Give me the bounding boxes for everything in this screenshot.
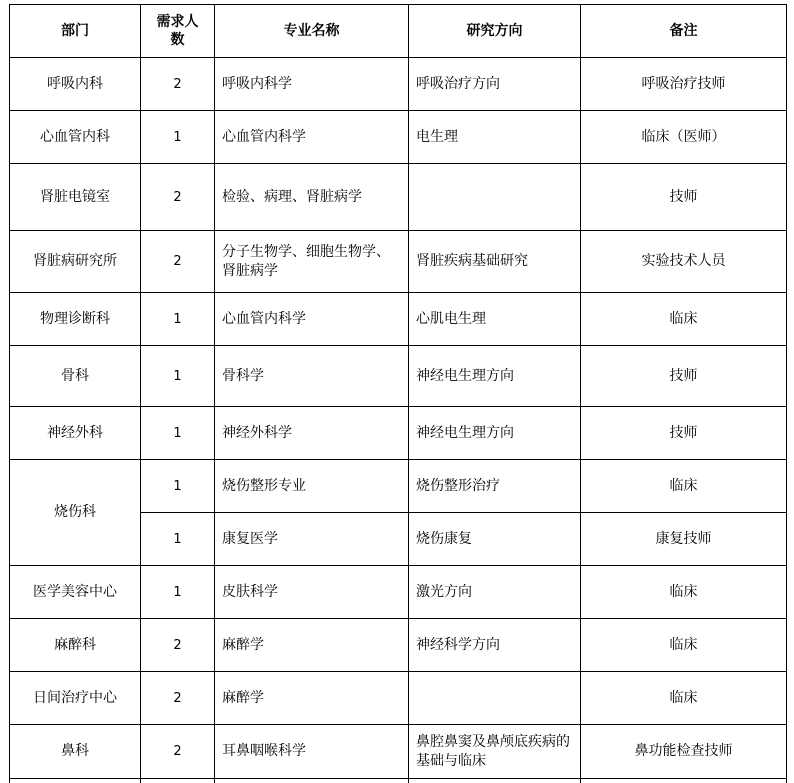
cutoff-cell xyxy=(215,779,409,783)
note-cell: 技师 xyxy=(581,407,787,460)
dept-cell: 呼吸内科 xyxy=(10,58,141,111)
dept-cell: 神经外科 xyxy=(10,407,141,460)
direction-cell: 神经科学方向 xyxy=(409,619,581,672)
note-cell: 临床（医师） xyxy=(581,111,787,164)
major-cell: 耳鼻咽喉科学 xyxy=(215,725,409,779)
table-row xyxy=(10,566,787,619)
note-cell: 康复技师 xyxy=(581,513,787,566)
count-cell: 1 xyxy=(141,346,215,407)
table-row xyxy=(10,164,787,231)
major-cell: 神经外科学 xyxy=(215,407,409,460)
cutoff-cell xyxy=(141,779,215,783)
table-row-cutoff xyxy=(10,779,787,783)
note-cell: 鼻功能检查技师 xyxy=(581,725,787,779)
dept-cell: 烧伤科 xyxy=(10,460,141,566)
dept-cell: 肾脏电镜室 xyxy=(10,164,141,231)
header-direction: 研究方向 xyxy=(409,5,581,58)
header-note: 备注 xyxy=(581,5,787,58)
count-cell: 2 xyxy=(141,231,215,293)
direction-cell: 激光方向 xyxy=(409,566,581,619)
direction-cell: 烧伤康复 xyxy=(409,513,581,566)
header-row xyxy=(10,5,787,58)
major-cell: 心血管内科学 xyxy=(215,293,409,346)
direction-cell: 肾脏疾病基础研究 xyxy=(409,231,581,293)
header-count-label: 需求人数 xyxy=(156,14,199,48)
direction-cell: 烧伤整形治疗 xyxy=(409,460,581,513)
count-cell: 1 xyxy=(141,566,215,619)
cutoff-cell xyxy=(10,779,141,783)
direction-cell: 电生理 xyxy=(409,111,581,164)
dept-cell: 肾脏病研究所 xyxy=(10,231,141,293)
table-row xyxy=(10,111,787,164)
note-cell: 临床 xyxy=(581,672,787,725)
direction-cell: 心肌电生理 xyxy=(409,293,581,346)
count-cell: 2 xyxy=(141,164,215,231)
count-cell: 1 xyxy=(141,407,215,460)
count-cell: 2 xyxy=(141,58,215,111)
major-cell: 麻醉学 xyxy=(215,619,409,672)
major-cell: 皮肤科学 xyxy=(215,566,409,619)
note-cell: 临床 xyxy=(581,619,787,672)
dept-cell: 鼻科 xyxy=(10,725,141,779)
major-cell: 心血管内科学 xyxy=(215,111,409,164)
note-cell: 临床 xyxy=(581,460,787,513)
major-cell: 烧伤整形专业 xyxy=(215,460,409,513)
table-row xyxy=(10,293,787,346)
major-cell: 康复医学 xyxy=(215,513,409,566)
major-cell: 骨科学 xyxy=(215,346,409,407)
table-row xyxy=(10,58,787,111)
direction-cell: 神经电生理方向 xyxy=(409,346,581,407)
table-row xyxy=(10,725,787,779)
header-major: 专业名称 xyxy=(215,5,409,58)
count-cell: 1 xyxy=(141,513,215,566)
count-cell: 1 xyxy=(141,111,215,164)
cutoff-cell xyxy=(409,779,581,783)
major-cell: 呼吸内科学 xyxy=(215,58,409,111)
direction-cell xyxy=(409,164,581,231)
note-cell: 临床 xyxy=(581,293,787,346)
recruitment-table xyxy=(9,4,787,783)
count-cell: 1 xyxy=(141,460,215,513)
header-dept: 部门 xyxy=(10,5,141,58)
dept-cell: 日间治疗中心 xyxy=(10,672,141,725)
count-cell: 2 xyxy=(141,672,215,725)
direction-cell: 神经电生理方向 xyxy=(409,407,581,460)
dept-cell: 麻醉科 xyxy=(10,619,141,672)
note-cell: 技师 xyxy=(581,164,787,231)
table-row xyxy=(10,460,787,513)
dept-cell: 医学美容中心 xyxy=(10,566,141,619)
major-cell: 分子生物学、细胞生物学、肾脏病学 xyxy=(215,231,409,293)
cutoff-cell xyxy=(581,779,787,783)
direction-cell: 鼻腔鼻窦及鼻颅底疾病的基础与临床 xyxy=(409,725,581,779)
header-count xyxy=(141,5,215,58)
note-cell: 呼吸治疗技师 xyxy=(581,58,787,111)
note-cell: 临床 xyxy=(581,566,787,619)
direction-cell xyxy=(409,672,581,725)
dept-cell: 骨科 xyxy=(10,346,141,407)
dept-cell: 心血管内科 xyxy=(10,111,141,164)
dept-cell: 物理诊断科 xyxy=(10,293,141,346)
table-row xyxy=(10,407,787,460)
direction-cell: 呼吸治疗方向 xyxy=(409,58,581,111)
note-cell: 实验技术人员 xyxy=(581,231,787,293)
table-row xyxy=(10,672,787,725)
major-cell: 麻醉学 xyxy=(215,672,409,725)
count-cell: 2 xyxy=(141,725,215,779)
note-cell: 技师 xyxy=(581,346,787,407)
count-cell: 2 xyxy=(141,619,215,672)
count-cell: 1 xyxy=(141,293,215,346)
table-row xyxy=(10,346,787,407)
table-row xyxy=(10,231,787,293)
table-row xyxy=(10,619,787,672)
major-cell: 检验、病理、肾脏病学 xyxy=(215,164,409,231)
